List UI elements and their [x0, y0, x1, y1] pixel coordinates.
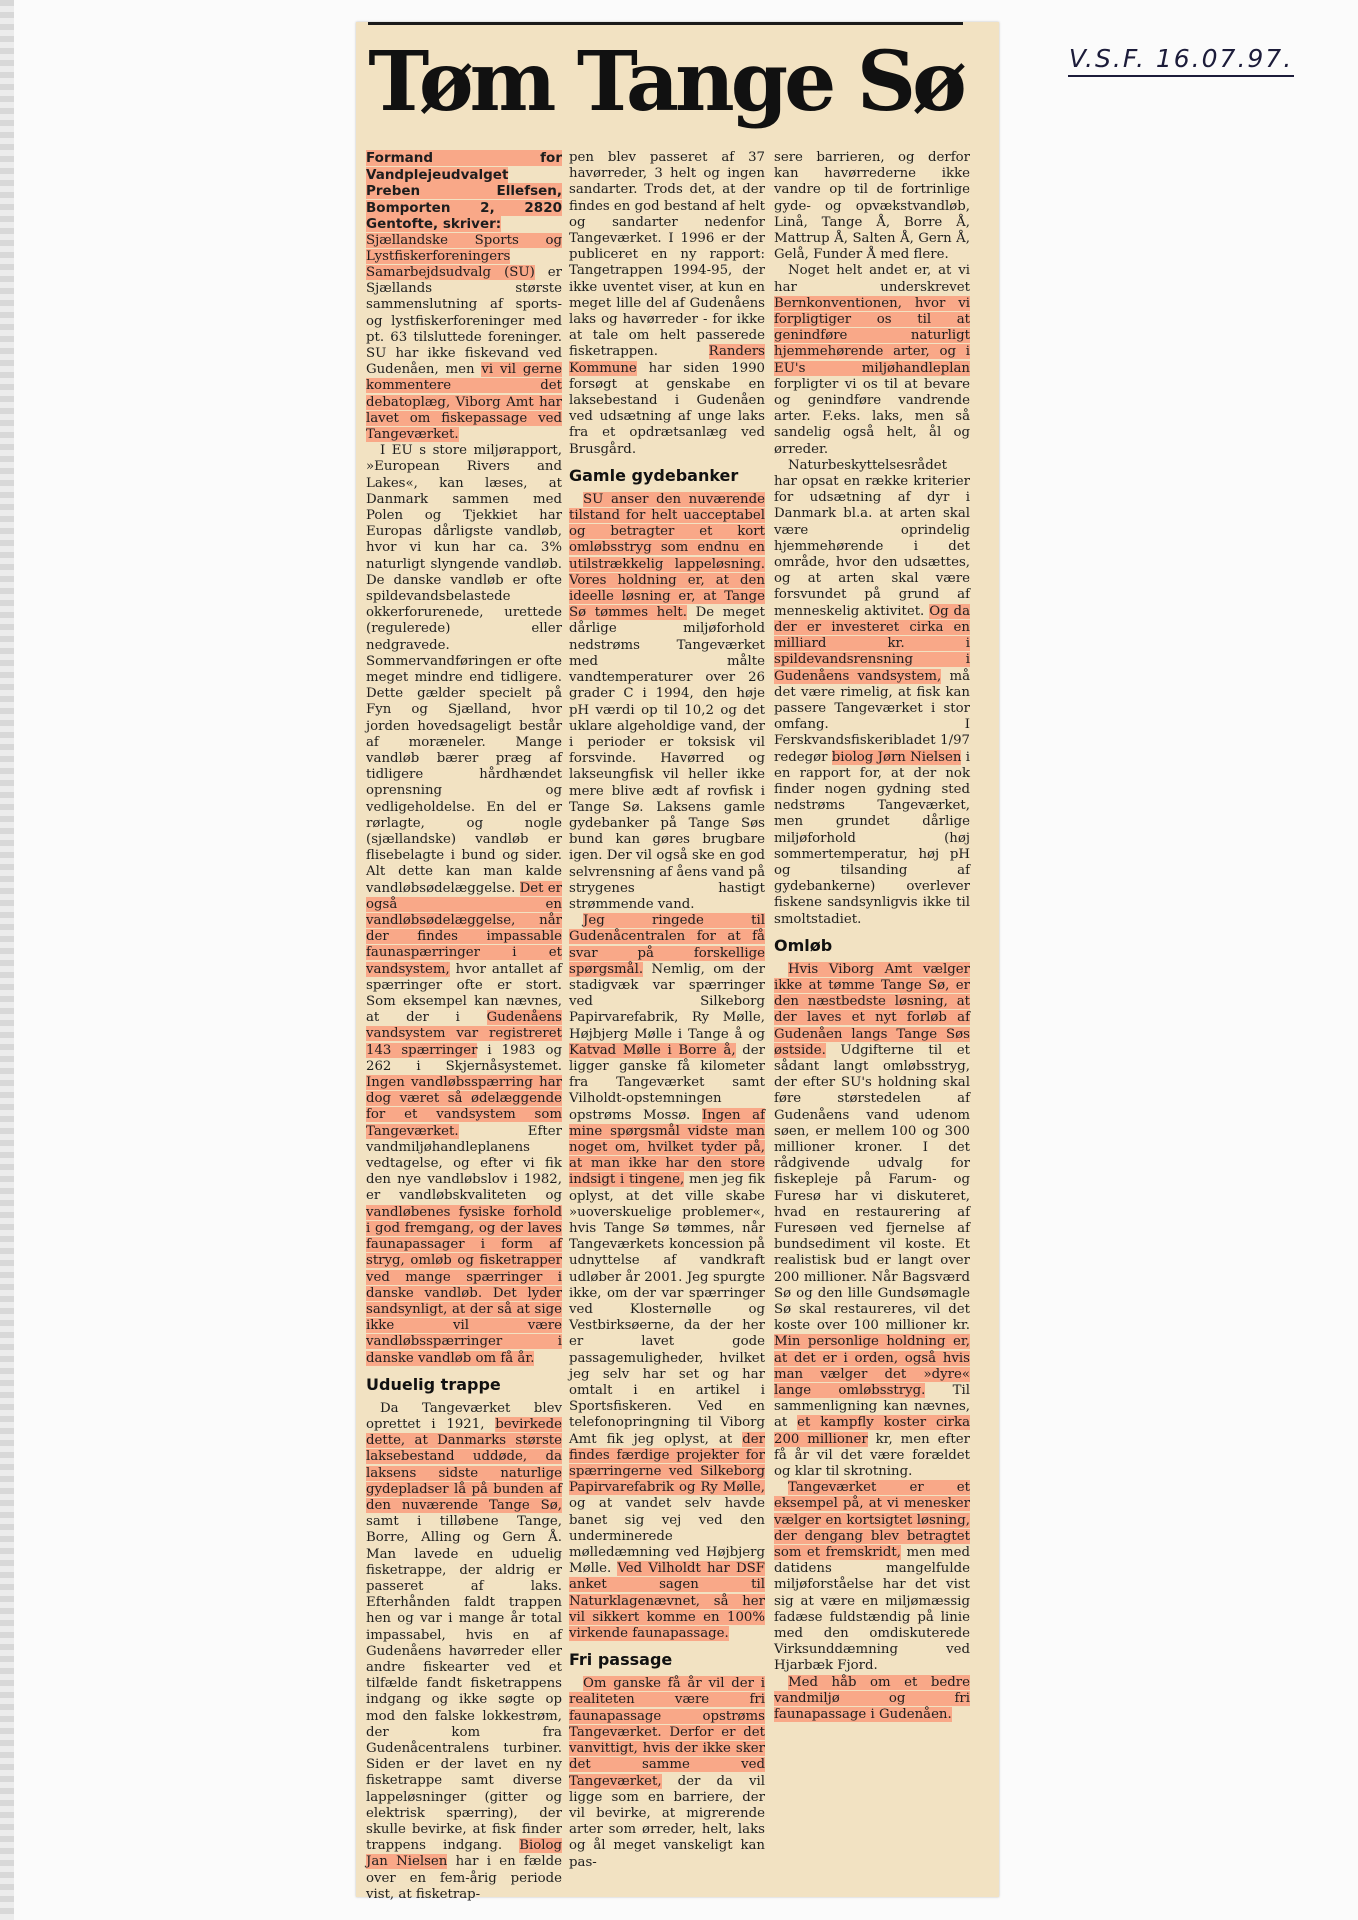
paragraph: Sjællandske Sports og Lystfiskerforeningers Samarbejdsudvalg (SU) er Sjællands største sammenslutning af sports- og lystfiskerforeninger med pt. 63 tilsluttede foreninger. SU har ikke fiskevand ved Gudenåen, men vi vil gerne kommentere det debatoplæg, Viborg Amt har lavet om fiskepassage ved Tangeværket.	[366, 232, 563, 442]
subheading: Gamle gydebanker	[569, 465, 739, 485]
subheading: Fri passage	[569, 1650, 673, 1670]
subheading: Uduelig trappe	[366, 1374, 501, 1394]
paragraph: Da Tangeværket blev oprettet i 1921, bevirkede dette, at Danmarks største laksebestand uddøde, da laksens sidste naturlige gydepladser lå på bunden af den nuværende Tange Sø, samt i tilløbene Tange, Borre, Alling og Gern Å. Man lavede en uduelig fisketrappe, der aldrig er passeret af laks. Efterhånden faldt trappen hen og var i mange år total impassabel, hvis en af Gudenåens havørreder eller andre fiskearter ved et tilfælde fandt fisketrappens indgang og ikke søgte op mod den falske lokkestrøm, der kom fra Gudenåcentralens turbiner. Siden er der lavet en ny fisketrappe samt diverse lappeløsninger (gitter og elektrisk spærring), der skulle bevirke, at fisk finder trappens indgang. Biolog Jan Nielsen har i en fælde over en fem-årig periode vist, at fisketrap-	[366, 1400, 562, 1902]
paragraph: Hvis Viborg Amt vælger ikke at tømme Tange Sø, er den næstbedste løsning, at der laves et nyt forløb af Gudenåen langs Tange Søs østside. Udgifterne til et sådant langt omløbsstryg, der efter SU's holdning skal føre størstedelen af Gudenåens vand udenom søen, er mellem 100 og 300 millioner kroner. I det rådgivende udvalg for fiskepleje på Farum- og Furesø har vi diskuteret, hvad en restaurering af Furesøen ved fjernelse af bundsediment vil koste. Et realistisk bud er langt over 200 millioner. Når Bagsværd Sø og den lille Gundsømagle Sø skal restaureres, vil det koste over 100 millioner kr. Min personlige holdning er, at det er i orden, også hvis man vælger det »dyre« lange omløbsstryg. Til sammenligning kan nævnes, at et kampfly koster cirka 200 millioner kr, men efter få år vil det være forældet og klar til skrotning.	[774, 961, 970, 1480]
article-column-2	[569, 150, 765, 1871]
handwritten-date-note: V.S.F. 16.07.97.	[1068, 44, 1294, 77]
paragraph: SU anser den nuværende tilstand for helt uacceptabel og betragter et kort omløbsstryg som endnu en utilstrækkelig lappeløsning. Vores holdning er, at den ideelle løsning er, at Tange Sø tømmes helt. De meget dårlige miljøforhold nedstrøms Tangeværket med målte vandtemperaturer over 26 grader C i 1994, den høje pH værdi op til 10,2 og det uklare algeholdige vand, der i perioder er toksisk vil forsvinde. Havørred og lakseungfisk vil heller ikke mere blive ædt af rovfisk i Tange Sø. Laksens gamle gydebanker på Tange Søs bund kan gøres brugbare igen. Der vil også ske en god selvrensning af åens vand på strygenes hastigt strømmende vand.	[569, 491, 765, 912]
paragraph: Noget helt andet er, at vi har underskrevet Bernkonventionen, hvor vi forpligtiger os til at genindføre naturligt hjemmehørende arter, og i EU's miljøhandleplan forpligter vi os til at bevare og genindføre vandrende arter. F.eks. laks, men så sandelig også helt, ål og ørreder.	[774, 263, 970, 457]
headline: Tøm Tange Sø	[368, 34, 963, 130]
article-column-3	[774, 150, 970, 1723]
paragraph: Tangeværket er et eksempel på, at vi menesker vælger en kortsigtet løsning, der dengang blev betragtet som et fremskridt, men med datidens mangelfulde miljøforståelse har det vist sig at være en miljømæssig fadæse fuldstændig på linie med den omdiskuterede Virksunddæmning ved Hjarbæk Fjord.	[774, 1480, 970, 1674]
top-rule	[368, 22, 963, 25]
paragraph: Naturbeskyttelsesrådet har opsat en række kriterier for udsætning af dyr i Danmark bl.a. at arten skal være oprindelig hjemmehørende i det område, hvor den udsættes, og at arten skal være forsvundet på grund af menneskelig aktivitet. Og da der er investeret cirka en milliard kr. i spildevandsrensning i Gudenåens vandsystem, må det være rimelig, at fisk kan passere Tangeværket i stor omfang. I Ferskvandsfiskeribladet 1/97 redegør biolog Jørn Nielsen i en rapport for, at der nok finder nogen gydning sted nedstrøms Tangeværket, men grundet dårlige miljøforhold (høj sommertemperatur, høj pH og tilsanding af gydebankerne) overlever fiskene sandsynligvis ikke til smoltstadiet.	[774, 457, 970, 927]
paragraph: Om ganske få år vil der i realiteten være fri faunapassage opstrøms Tangeværket. Derfor er det vanvittigt, hvis der ikke sker det samme ved Tangeværket, der da vil ligge som en barriere, der vil bevirke, at migrerende arter som ørreder, helt, laks og ål meget vanskeligt kan pas-	[569, 1676, 765, 1870]
article-column-1	[366, 150, 562, 1903]
binder-strip	[0, 0, 14, 1920]
byline: Formand for Vandplejeudvalget Preben Ellefsen, Bomporten 2, 2820 Gentofte, skriver:	[366, 150, 562, 232]
paragraph: I EU s store miljørapport, »European Rivers and Lakes«, kan læses, at Danmark sammen med Polen og Tjekkiet har Europas dårligste vandløb, hvor vi kun har ca. 3% naturligt slyngende vandløb. De danske vandløb er ofte spildevandsbelastede okkerforurenede, urettede (regulerede) eller nedgravede. Sommervandføringen er ofte meget mindre end tidligere. Dette gælder specielt på Fyn og Sjælland, hvor jorden hovedsageligt består af moræneler. Mange vandløb bærer præg af tidligere hårdhændet oprensning og vedligeholdelse. En del er rørlagte, og nogle (sjællandske) vandløb er flisebelagte i bund og sider. Alt dette kan man kalde vandløbsødelæggelse. Det er også en vandløbsødelæggelse, når der findes impassable faunaspærringer i et vandsystem, hvor antallet af spærringer ofte er stort. Som eksempel kan nævnes, at der i Gudenåens vandsystem var registreret 143 spærringer i 1983 og 262 i Skjernåsystemet. Ingen vandløbsspærring har dog været så ødelæggende for et vandsystem som Tangeværket. Efter vandmiljøhandleplanens vedtagelse, og efter vi fik den nye vandløbslov i 1982, er vandløbskvaliteten og vandløbenes fysiske forhold i god fremgang, og der laves faunapassager i form af stryg, omløb og fisketrapper ved mange spærringer i danske vandløb. Det lyder sandsynligt, at der så at sige ikke vil være vandløbsspærringer i danske vandløb om få år.	[366, 443, 562, 1366]
paragraph: sere barrieren, og derfor kan havørrederne ikke vandre op til de fortrinlige gyde- og opvækstvandløb, Linå, Tange Å, Borre Å, Mattrup Å, Salten Å, Gern Å, Gelå, Funder Å med flere.	[774, 150, 970, 263]
subheading: Omløb	[774, 935, 833, 955]
paragraph: Jeg ringede til Gudenåcentralen for at få svar på forskellige spørgsmål. Nemlig, om der stadigvæk var spærringer ved Silkeborg Papirvarefabrik, Ry Mølle, Højbjerg Mølle i Tange å og Katvad Mølle i Borre å, der ligger ganske få kilometer fra Tangeværket samt Vilholdt-opstemningen opstrøms Mossø. Ingen af mine spørgsmål vidste man noget om, hvilket tyder på, at man ikke har den store indsigt i tingene, men jeg fik oplyst, at det ville skabe »uoverskuelige problemer«, hvis Tange Sø tømmes, når Tangeværkets koncession på udnyttelse af vandkraft udløber år 2001. Jeg spurgte ikke, om der var spærringer ved Klosternølle og Vestbirksøerne, da der her er lavet gode passagemuligheder, hvilket jeg selv har set og har omtalt i en artikel i Sportsfiskeren. Ved en telefonopringning til Viborg Amt fik jeg oplyst, at der findes færdige projekter for spærringerne ved Silkeborg Papirvarefabrik og Ry Mølle, og at vandet selv havde banet sig vej ved den underminerede mølledæmning ved Højbjerg Mølle. Ved Vilholdt har DSF anket sagen til Naturklagenævnet, så her vil sikkert komme en 100% virkende faunapassage.	[569, 913, 766, 1642]
paragraph: Med håb om et bedre vandmiljø og fri faunapassage i Gudenåen.	[774, 1674, 970, 1723]
paragraph: pen blev passeret af 37 havørreder, 3 helt og ingen sandarter. Trods det, at der findes en god bestand af helt og sandarter nedenfor Tangeværket. I 1996 er der publiceret en ny rapport: Tangetrappen 1994-95, der ikke uventet viser, at kun en meget lille del af Gudenåens laks og havørreder - for ikke at tale om helt passerede fisketrappen. Randers Kommune har siden 1990 forsøgt at genskabe en laksebestand i Gudenåen ved udsætning af unge laks fra et opdrætsanlæg ved Brusgård.	[569, 150, 765, 457]
newspaper-clipping	[356, 22, 999, 1902]
